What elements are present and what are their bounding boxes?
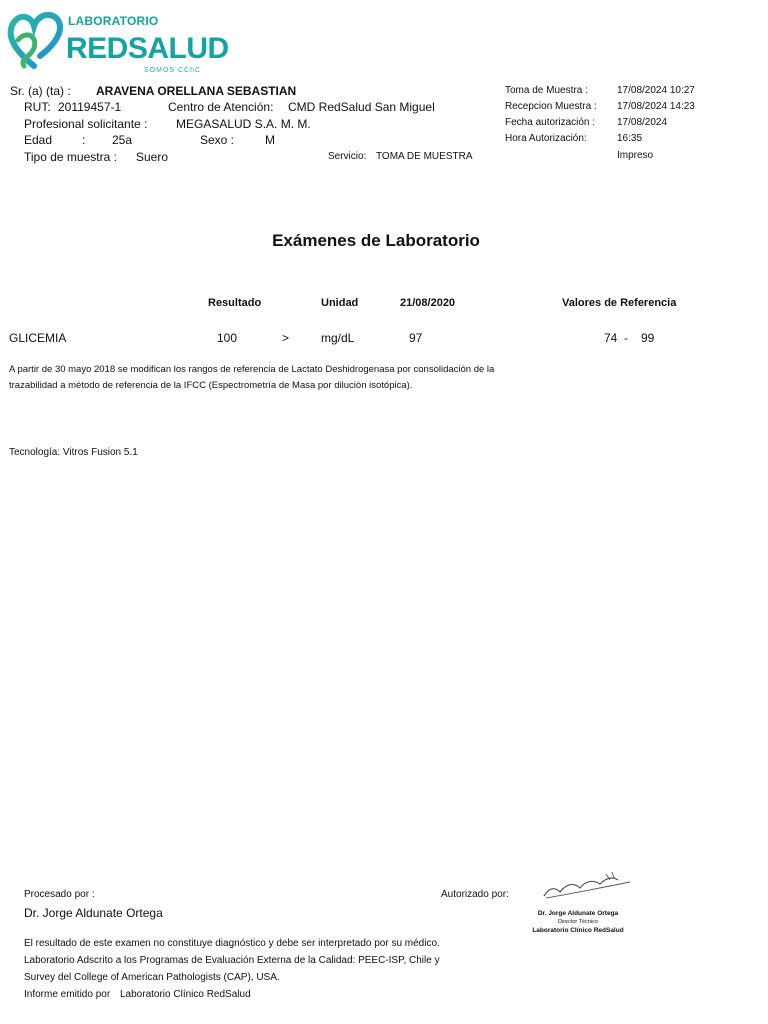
center-label: Centro de Atención: [168, 100, 274, 114]
reception-value: 17/08/2024 14:23 [617, 101, 695, 112]
professional-value: MEGASALUD S.A. M. M. [176, 117, 311, 131]
issued-by: Laboratorio Clínico RedSalud [120, 989, 251, 1000]
previous-value: 97 [409, 331, 423, 345]
page-title: Exámenes de Laboratorio [272, 231, 480, 250]
print-status: Impreso [617, 150, 654, 161]
note-line-1: A partir de 30 mayo 2018 se modifican los rangos de referencia de Lactato Deshidrogenasa por consolidación de la [9, 364, 495, 375]
signature-role: Director Técnico [558, 919, 598, 925]
processed-label: Procesado por : [24, 889, 95, 900]
reception-label: Recepcion Muestra : [505, 101, 597, 112]
result-value: 100 [217, 331, 238, 345]
sex-label: Sexo : [200, 133, 235, 147]
sex-value: M [265, 133, 275, 147]
reference-low: 74 [604, 331, 618, 345]
issued-label: Informe emitido por [24, 989, 111, 1000]
age-separator: : [82, 133, 86, 147]
logo-top-text: LABORATORIO [68, 14, 159, 28]
header-result: Resultado [208, 297, 262, 309]
reference-high: 99 [641, 331, 655, 345]
disclaimer-line-1: El resultado de este examen no constituye diagnóstico y debe ser interpretado por su médico. [24, 938, 440, 949]
authorization-date-label: Fecha autorización : [505, 117, 596, 128]
service-value: TOMA DE MUESTRA [376, 151, 473, 162]
processed-by: Dr. Jorge Aldunate Ortega [24, 906, 163, 920]
note-line-2: trazabilidad a método de referencia de la IFCC (Espectrometría de Masa por dilución isotópica). [9, 380, 413, 391]
authorization-time-value: 16:35 [617, 133, 643, 144]
signature-name: Dr. Jorge Aldunate Ortega [537, 910, 619, 917]
unit-value: mg/dL [321, 331, 355, 345]
patient-name: ARAVENA ORELLANA SEBASTIAN [96, 84, 297, 98]
authorized-label: Autorizado por: [441, 889, 509, 900]
age-label: Edad [24, 133, 53, 147]
age-value: 25a [112, 133, 133, 147]
authorization-date-value: 17/08/2024 [617, 117, 668, 128]
heart-logo-icon [4, 4, 64, 80]
rut-label: RUT: [24, 100, 51, 114]
authorization-time-label: Hora Autorización: [505, 133, 587, 144]
rut-value: 20119457-1 [58, 100, 122, 114]
logo-main-text: REDSALUD [66, 32, 229, 65]
lab-logo [4, 4, 229, 82]
name-label: Sr. (a) (ta) : [10, 84, 71, 98]
professional-label: Profesional solicitante : [24, 117, 148, 131]
technology: Tecnología: Vitros Fusion 5.1 [9, 447, 138, 458]
center-value: CMD RedSalud San Miguel [288, 100, 435, 114]
sample-type-label: Tipo de muestra : [24, 150, 117, 164]
service-label: Servicio: [328, 151, 367, 162]
signature-lab: Laboratorio Clínico RedSalud [532, 927, 624, 934]
logo-tagline: SOMOS CChC [144, 67, 202, 74]
exam-name: GLICEMIA [9, 331, 67, 345]
reference-separator: - [624, 331, 628, 345]
sample-taken-label: Toma de Muestra : [505, 85, 588, 96]
sample-taken-value: 17/08/2024 10:27 [617, 85, 695, 96]
header-unit: Unidad [321, 297, 359, 309]
disclaimer-line-3: Survey del College of American Pathologists (CAP), USA. [24, 972, 280, 983]
signature-icon [540, 868, 632, 906]
disclaimer-line-2: Laboratorio Adscrito a los Programas de Evaluación Externa de la Calidad: PEEC-ISP, Chile y [24, 955, 440, 966]
header-reference: Valores de Referencia [562, 297, 677, 309]
sample-type-value: Suero [136, 150, 169, 164]
result-flag: > [282, 331, 290, 345]
header-previous-date: 21/08/2020 [400, 297, 456, 309]
